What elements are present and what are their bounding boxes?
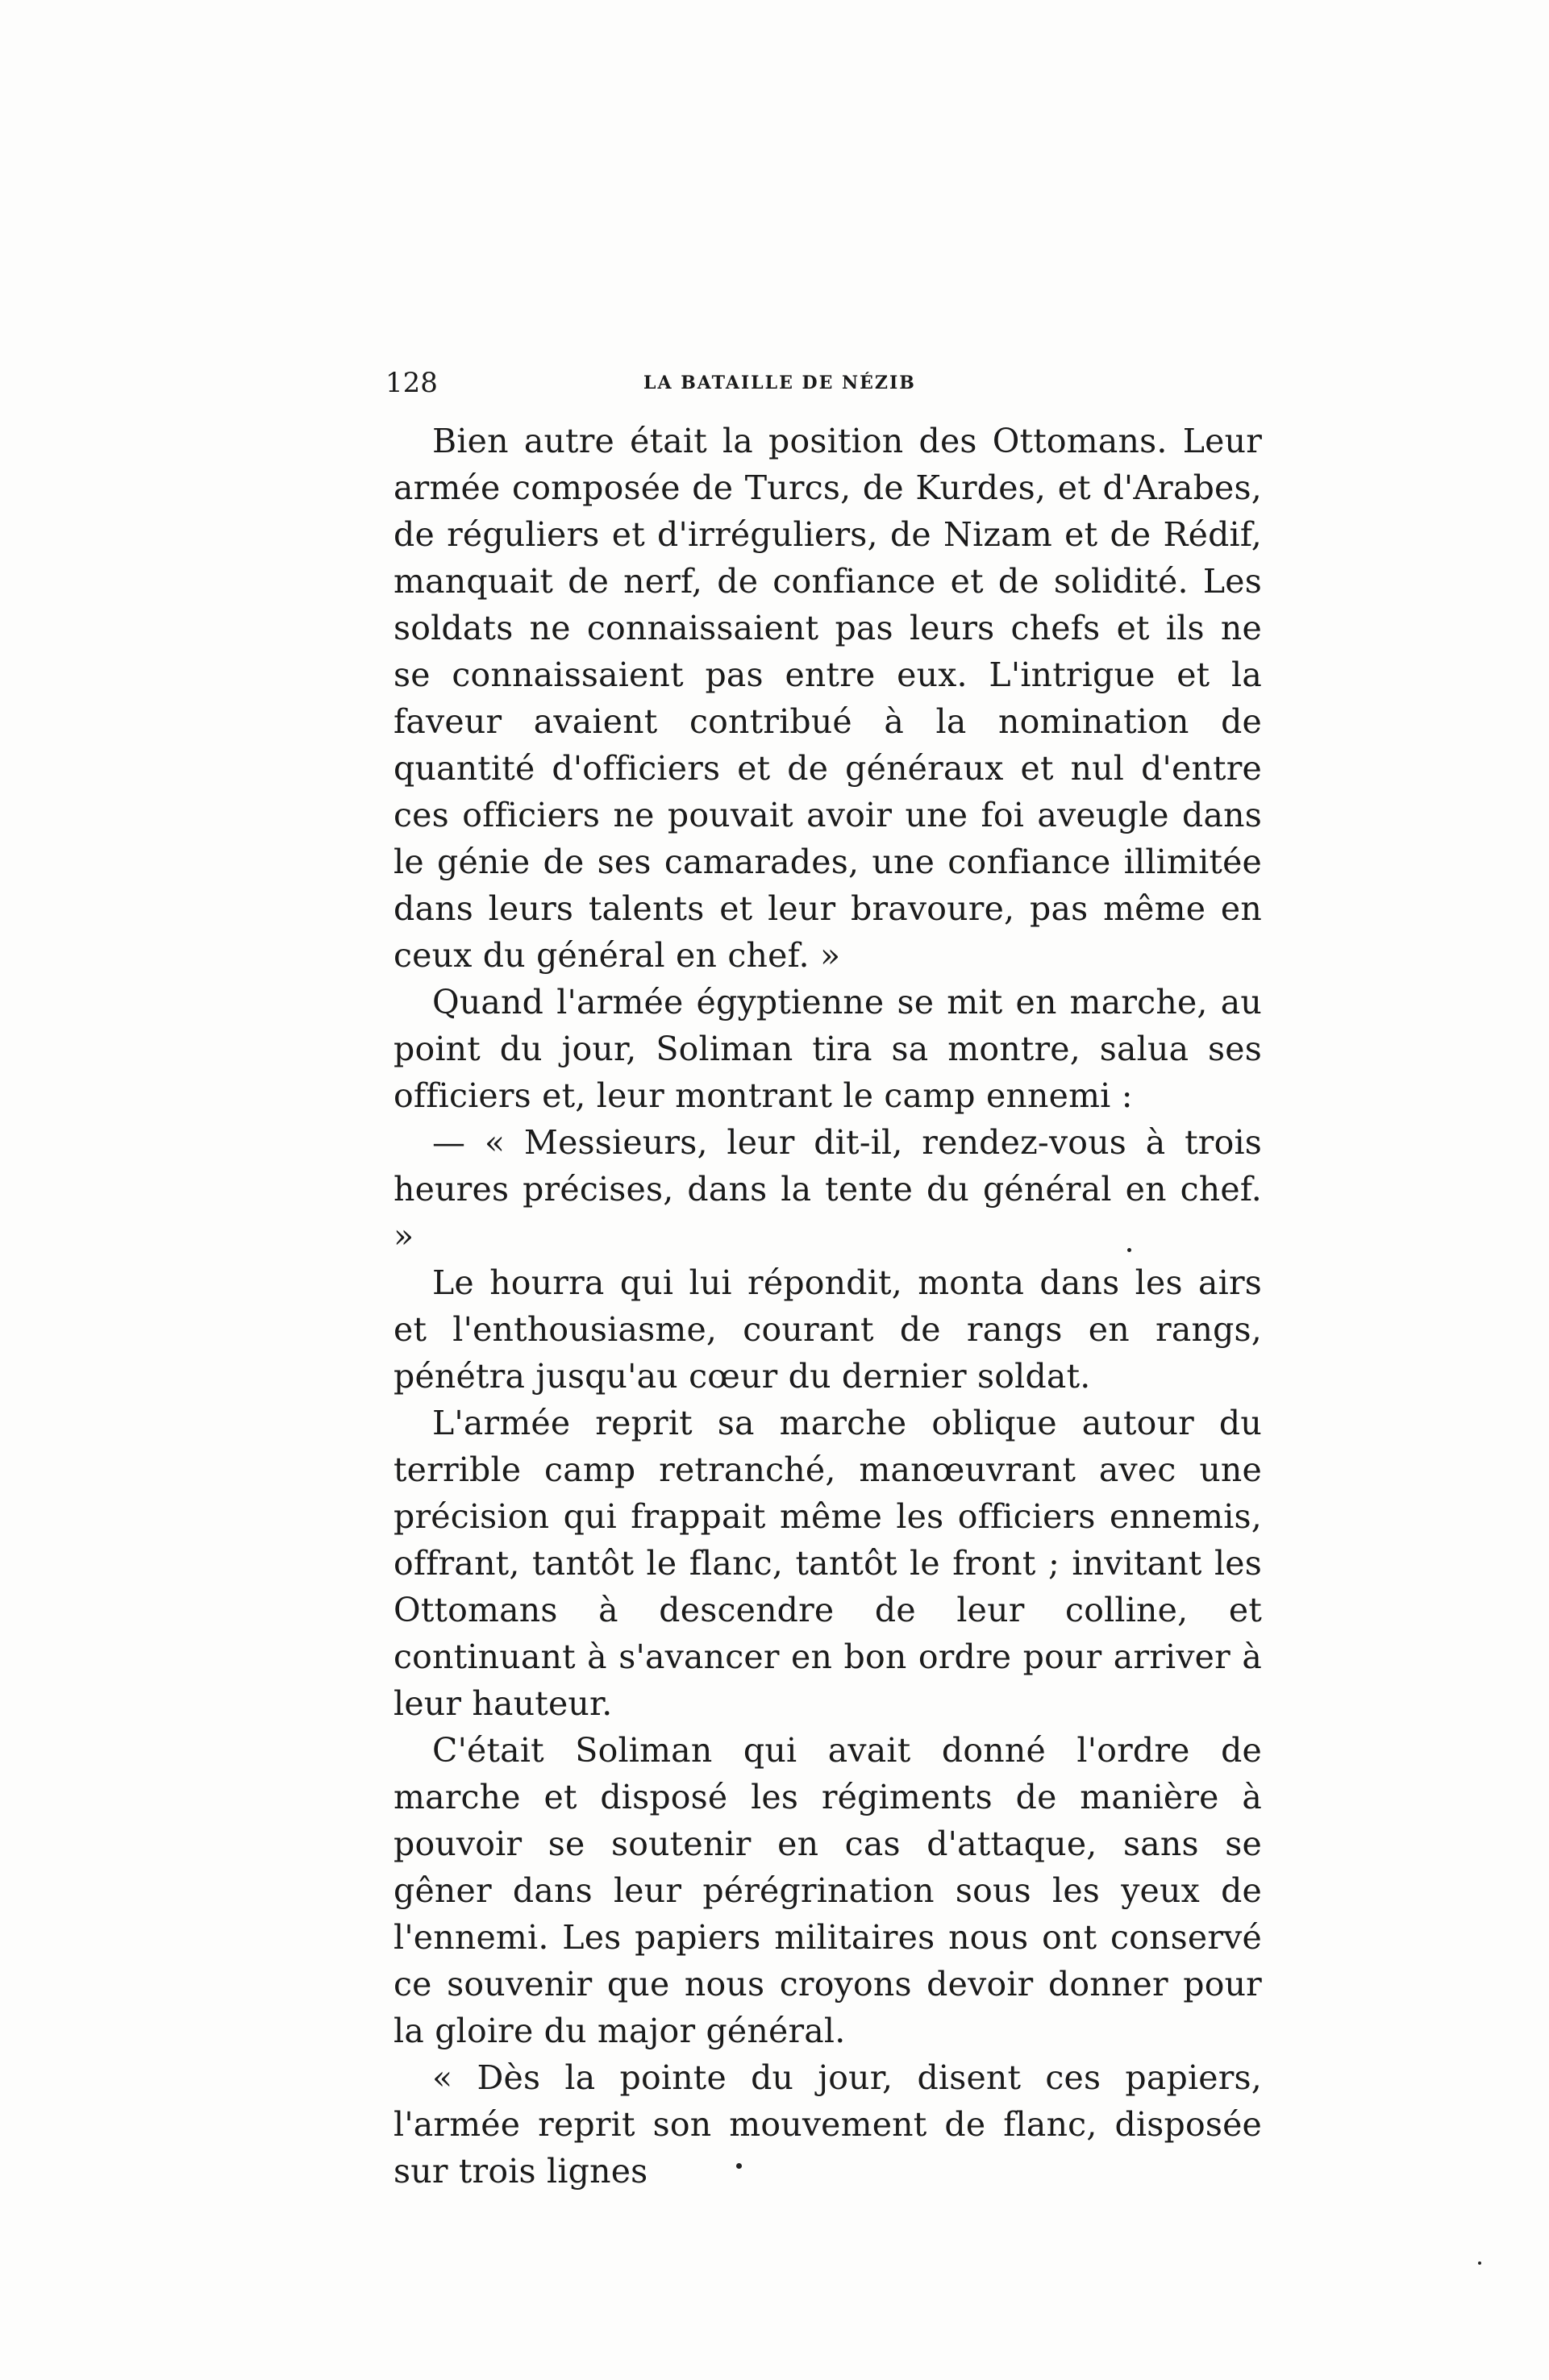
paragraph-4: Le hourra qui lui répondit, monta dans les airs et l'enthousiasme, courant de rangs en rangs, pénétra jusqu'au cœur du dernier soldat. (393, 1263, 1262, 1396)
paragraph-5: L'armée reprit sa marche oblique autour du terrible camp retranché, manœuvrant avec une précision qui frappait même les officiers ennemis, offrant, tantôt le flanc, tantôt le front ; invitant les Ottomans à descendre de leur colline, et continuant à s'avancer en bon ordre pour arriver à leur hauteur. (393, 1404, 1262, 1723)
paragraph-2: Quand l'armée égyptienne se mit en marche, au point du jour, Soliman tira sa montre, salua ses officiers et, leur montrant le camp ennemi : (393, 983, 1262, 1115)
paragraph-3: — « Messieurs, leur dit-il, rendez-vous à trois heures précises, dans la tente du général en chef. » (393, 1123, 1262, 1255)
paragraph-1: Bien autre était la position des Ottomans. Leur armée composée de Turcs, de Kurdes, et d'Arabes, de réguliers et d'irréguliers, de Nizam et de Rédif, manquait de nerf, de confiance et de solidité. Les soldats ne connaissaient pas leurs chefs et ils ne se connaissaient pas entre eux. L'intrigue et la faveur avaient contribué à la nomination de quantité d'officiers et de généraux et nul d'entre ces officiers ne pouvait avoir une foi aveugle dans le génie de ses camarades, une confiance illimitée dans leurs talents et leur bravoure, pas même en ceux du général en chef. » (393, 422, 1262, 975)
ink-speck (1478, 2261, 1481, 2265)
paragraph-6: C'était Soliman qui avait donné l'ordre de marche et disposé les régiments de manière à pouvoir se soutenir en cas d'attaque, sans se gêner dans leur pérégrination sous les yeux de l'ennemi. Les papiers militaires nous ont conservé ce souvenir que nous croyons devoir donner pour la gloire du major général. (393, 1731, 1262, 2050)
ink-speck (1127, 1248, 1131, 1252)
body-text (393, 418, 1262, 2195)
running-head (385, 367, 1266, 399)
paragraph-7: « Dès la pointe du jour, disent ces papiers, l'armée reprit son mouvement de flanc, disposée sur trois lignes (393, 2058, 1262, 2191)
page-number: 128 (385, 367, 438, 399)
ink-speck (736, 2163, 742, 2169)
running-title: LA BATAILLE DE NÉZIB (643, 372, 916, 393)
